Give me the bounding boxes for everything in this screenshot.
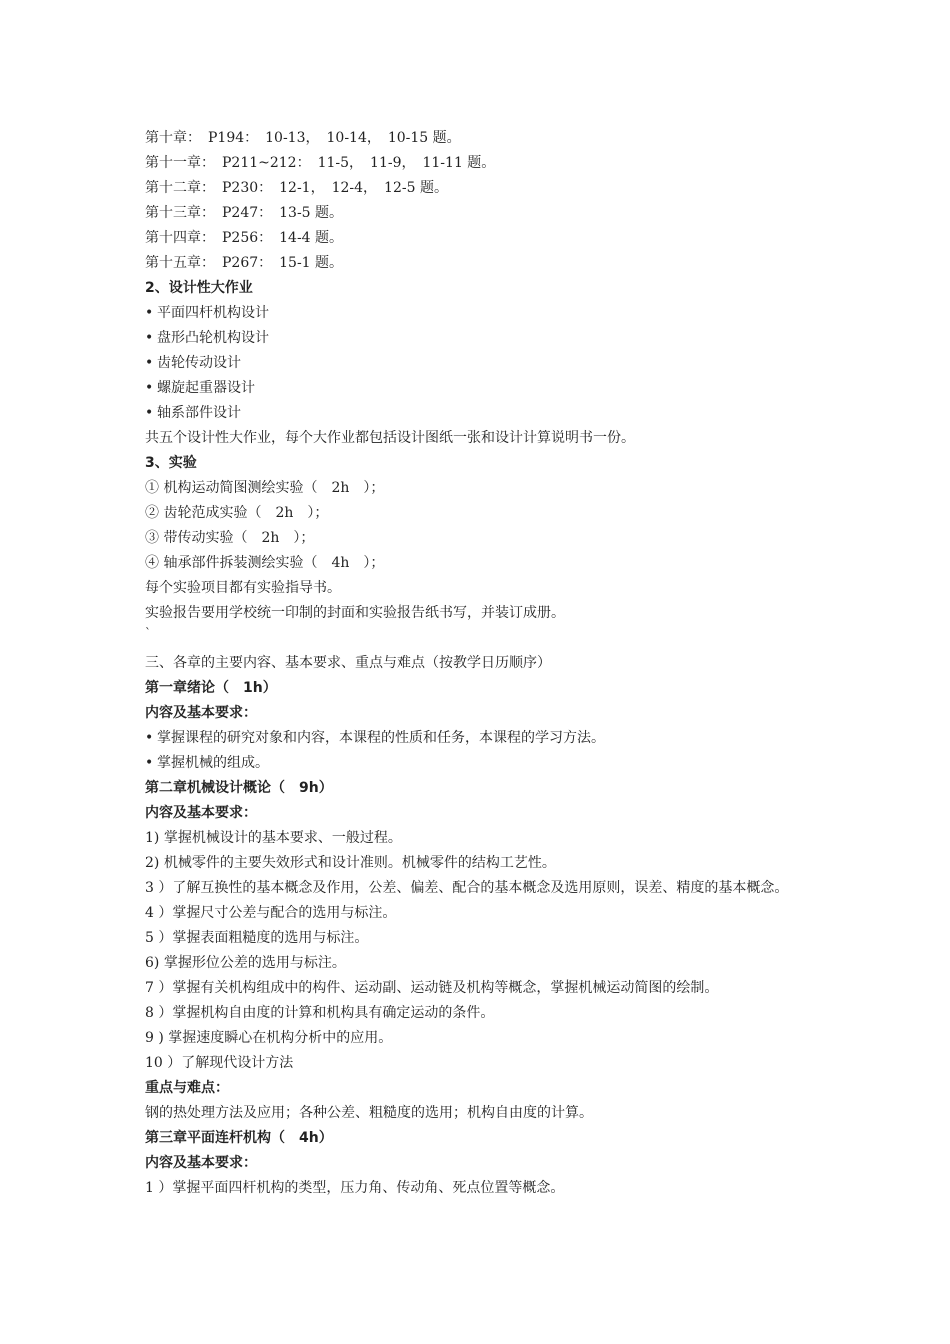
design-item — [145, 351, 825, 376]
list-item-label: 掌握机械的组成。 — [157, 755, 269, 771]
chapter-title: 第二章机械设计概论（ 9h） — [145, 780, 333, 796]
bullet-icon: • — [145, 355, 154, 371]
list-item: 9 ) 掌握速度瞬心在机构分析中的应用。 — [145, 1030, 393, 1046]
design-item-label: 螺旋起重器设计 — [157, 380, 255, 396]
homework-line: 第十五章： P267： 15-1 题。 — [145, 255, 344, 271]
experiment-heading: 3、实验 — [145, 455, 197, 471]
list-item — [145, 726, 825, 751]
list-item: 3 ）了解互换性的基本概念及作用，公差、偏差、配合的基本概念及选用原则，误差、精度的基本概念。 — [145, 880, 789, 896]
list-item: 4 ）掌握尺寸公差与配合的选用与标注。 — [145, 905, 397, 921]
document-page — [145, 126, 825, 1201]
homework-line: 第十章： P194： 10-13， 10-14， 10-15 题。 — [145, 130, 461, 146]
bullet-icon: • — [145, 730, 154, 746]
bullet-icon: • — [145, 380, 154, 396]
design-item-label: 平面四杆机构设计 — [157, 305, 269, 321]
design-item — [145, 401, 825, 426]
experiment-note: 实验报告要用学校统一印制的封面和实验报告纸书写，并装订成册。 — [145, 605, 565, 621]
design-item — [145, 326, 825, 351]
bullet-icon: • — [145, 305, 154, 321]
requirements-label: 内容及基本要求： — [145, 1155, 257, 1171]
homework-line: 第十三章： P247： 13-5 题。 — [145, 205, 344, 221]
requirements-label: 内容及基本要求： — [145, 805, 257, 821]
design-item — [145, 301, 825, 326]
design-note: 共五个设计性大作业，每个大作业都包括设计图纸一张和设计计算说明书一份。 — [145, 430, 635, 446]
experiment-item: ④ 轴承部件拆装测绘实验（ 4h ）； — [145, 555, 385, 571]
bullet-icon: • — [145, 755, 154, 771]
list-item-label: 掌握课程的研究对象和内容，本课程的性质和任务，本课程的学习方法。 — [157, 730, 605, 746]
list-item: 8 ）掌握机构自由度的计算和机构具有确定运动的条件。 — [145, 1005, 495, 1021]
experiment-note: 每个实验项目都有实验指导书。 — [145, 580, 341, 596]
stray-mark: ` — [145, 626, 151, 640]
design-item-label: 轴系部件设计 — [157, 405, 241, 421]
chapter-title: 第三章平面连杆机构（ 4h） — [145, 1130, 333, 1146]
homework-line: 第十二章： P230： 12-1， 12-4， 12-5 题。 — [145, 180, 448, 196]
experiment-item: ① 机构运动简图测绘实验（ 2h ）； — [145, 480, 385, 496]
key-points-text: 钢的热处理方法及应用；各种公差、粗糙度的选用；机构自由度的计算。 — [145, 1105, 593, 1121]
requirements-label: 内容及基本要求： — [145, 705, 257, 721]
chapter-title: 第一章绪论（ 1h） — [145, 680, 277, 696]
list-item: 1) 掌握机械设计的基本要求、一般过程。 — [145, 830, 402, 846]
list-item: 2) 机械零件的主要失效形式和设计准则。机械零件的结构工艺性。 — [145, 855, 556, 871]
experiment-item: ③ 带传动实验（ 2h ）； — [145, 530, 315, 546]
homework-line: 第十四章： P256： 14-4 题。 — [145, 230, 344, 246]
key-points-label: 重点与难点： — [145, 1080, 229, 1096]
design-item — [145, 376, 825, 401]
list-item: 1 ）掌握平面四杆机构的类型，压力角、传动角、死点位置等概念。 — [145, 1180, 565, 1196]
list-item: 6) 掌握形位公差的选用与标注。 — [145, 955, 346, 971]
design-item-label: 齿轮传动设计 — [157, 355, 241, 371]
list-item: 10 ）了解现代设计方法 — [145, 1055, 294, 1071]
list-item: 7 ）掌握有关机构组成中的构件、运动副、运动链及机构等概念，掌握机械运动简图的绘制。 — [145, 980, 719, 996]
list-item — [145, 751, 825, 776]
bullet-icon: • — [145, 330, 154, 346]
design-heading: 2、设计性大作业 — [145, 280, 253, 296]
section-title: 三、各章的主要内容、基本要求、重点与难点（按教学日历顺序） — [145, 655, 551, 671]
experiment-item: ② 齿轮范成实验（ 2h ）； — [145, 505, 329, 521]
bullet-icon: • — [145, 405, 154, 421]
list-item: 5 ）掌握表面粗糙度的选用与标注。 — [145, 930, 369, 946]
design-item-label: 盘形凸轮机构设计 — [157, 330, 269, 346]
homework-line: 第十一章： P211~212： 11-5， 11-9， 11-11 题。 — [145, 155, 496, 171]
